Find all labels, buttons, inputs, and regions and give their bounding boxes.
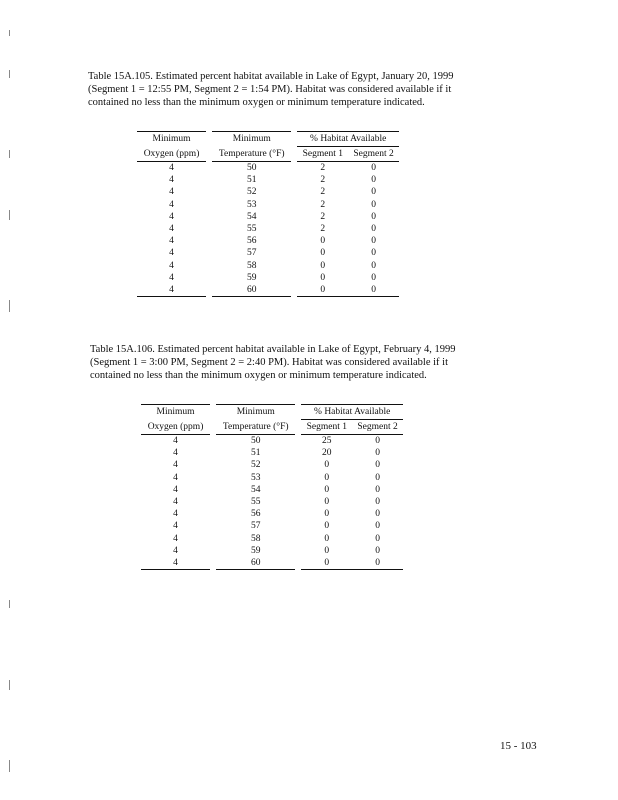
cell-seg2: 0	[371, 199, 376, 210]
cell-temp: 57	[246, 248, 257, 259]
cell-temp: 56	[246, 236, 257, 247]
cell-seg1: 2	[320, 163, 326, 174]
cell-seg2: 0	[352, 557, 403, 570]
cell-seg2: 0	[371, 236, 376, 247]
cell-seg1: 2	[320, 199, 326, 210]
cell-temp: 50	[246, 163, 257, 174]
cell-seg1: 2	[320, 224, 326, 235]
cell-oxygen: 4	[169, 211, 174, 222]
cell-temp: 57	[250, 521, 261, 532]
table-row	[137, 199, 399, 211]
cell-seg2: 0	[371, 163, 376, 174]
cell-temp: 53	[250, 472, 261, 483]
table2	[141, 404, 403, 570]
cell-oxygen: 4	[173, 545, 178, 556]
cell-oxygen: 4	[173, 497, 178, 508]
cell-seg2: 0	[375, 509, 380, 520]
cell-oxygen: 4	[169, 248, 174, 259]
cell-oxygen: 4	[173, 448, 178, 459]
scan-mark	[9, 680, 10, 690]
cell-seg1: 0	[324, 521, 330, 532]
cell-seg2: 0	[371, 260, 376, 271]
table1-caption: Table 15A.105. Estimated percent habitat available in Lake of Egypt, January 20, 1999 (Segment 1 = 12:55 PM, Segment 2 = 1:54 PM). Habitat was considered available if it contained no less than the minimum oxygen or minimum temperature indicated.	[88, 71, 454, 108]
table1	[137, 131, 399, 297]
table-row	[141, 459, 403, 471]
cell-seg2: 0	[375, 497, 380, 508]
table-row	[141, 557, 403, 570]
table-row	[141, 435, 403, 448]
cell-seg1: 20	[322, 448, 332, 459]
table-row	[137, 211, 399, 223]
cell-seg2: 0	[371, 224, 376, 235]
table-row	[141, 484, 403, 496]
cell-oxygen: 4	[173, 521, 178, 532]
cell-oxygen: 4	[173, 484, 178, 495]
cell-oxygen: 4	[169, 260, 174, 271]
table-row	[141, 496, 403, 508]
cell-seg1: 2	[320, 175, 326, 186]
cell-seg2: 0	[371, 211, 376, 222]
cell-seg1: 0	[324, 509, 330, 520]
cell-oxygen: 4	[169, 187, 174, 198]
cell-seg1: 0	[301, 557, 352, 570]
table2-header-temp-top: Minimum	[216, 405, 295, 420]
table-row	[141, 545, 403, 557]
cell-temp: 53	[246, 199, 257, 210]
cell-temp: 54	[250, 484, 261, 495]
table2-caption: Table 15A.106. Estimated percent habitat available in Lake of Egypt, February 4, 1999 (Segment 1 = 3:00 PM, Segment 2 = 2:40 PM). Habitat was considered available if it contained no less than the minimum oxygen or minimum temperature indicated.	[90, 344, 456, 381]
cell-oxygen: 4	[169, 175, 174, 186]
table-row	[141, 508, 403, 520]
cell-seg2: 0	[375, 436, 380, 447]
cell-seg1: 0	[324, 484, 330, 495]
scan-mark	[9, 70, 10, 78]
cell-temp: 55	[246, 224, 257, 235]
cell-seg2: 0	[371, 272, 376, 283]
cell-seg2: 0	[371, 248, 376, 259]
cell-seg2: 0	[375, 448, 380, 459]
scan-mark	[9, 30, 10, 36]
scan-mark	[9, 760, 10, 772]
cell-seg2: 0	[375, 545, 380, 556]
table-row	[141, 447, 403, 459]
cell-temp: 51	[250, 448, 261, 459]
cell-temp: 58	[246, 260, 257, 271]
table-row	[137, 174, 399, 186]
scan-mark	[9, 150, 10, 158]
table-row	[137, 223, 399, 235]
cell-seg2: 0	[375, 484, 380, 495]
cell-temp: 60	[216, 557, 295, 570]
cell-temp: 52	[250, 460, 261, 471]
cell-seg1: 0	[320, 236, 326, 247]
table1-header-seg2: Segment 2	[348, 147, 399, 162]
cell-temp: 55	[250, 497, 261, 508]
table1-header-seg1: Segment 1	[297, 147, 348, 162]
scan-mark	[9, 600, 10, 608]
cell-seg1: 0	[324, 460, 330, 471]
cell-oxygen: 4	[169, 163, 174, 174]
table1-header-oxygen-top: Minimum	[137, 132, 206, 147]
table2-header-temp: Temperature (°F)	[216, 420, 295, 435]
table-row	[137, 247, 399, 259]
cell-temp: 59	[246, 272, 257, 283]
table1-header-oxygen: Oxygen (ppm)	[137, 147, 206, 162]
scan-mark	[9, 210, 10, 220]
cell-seg1: 0	[324, 497, 330, 508]
table2-body	[141, 435, 403, 570]
cell-seg2: 0	[371, 187, 376, 198]
cell-temp: 51	[246, 175, 257, 186]
cell-seg1: 0	[324, 472, 330, 483]
cell-temp: 50	[250, 436, 261, 447]
cell-oxygen: 4	[173, 472, 178, 483]
cell-oxygen: 4	[169, 236, 174, 247]
table2-header-seg2: Segment 2	[352, 420, 403, 435]
cell-seg2: 0	[375, 472, 380, 483]
table2-header-habitat: % Habitat Available	[301, 405, 403, 420]
cell-oxygen: 4	[169, 224, 174, 235]
cell-seg2: 0	[348, 284, 399, 297]
cell-oxygen: 4	[169, 272, 174, 283]
table-row	[141, 520, 403, 532]
table-row	[137, 284, 399, 297]
table-row	[137, 260, 399, 272]
table-row	[137, 186, 399, 198]
table2-header-oxygen-top: Minimum	[141, 405, 210, 420]
cell-temp: 54	[246, 211, 257, 222]
cell-seg2: 0	[375, 521, 380, 532]
table1-header-habitat: % Habitat Available	[297, 132, 399, 147]
cell-temp: 52	[246, 187, 257, 198]
cell-seg1: 2	[320, 187, 326, 198]
table1-header-temp-top: Minimum	[212, 132, 291, 147]
table-row	[141, 472, 403, 484]
cell-oxygen: 4	[173, 509, 178, 520]
cell-seg1: 0	[320, 272, 326, 283]
table2-header-oxygen: Oxygen (ppm)	[141, 420, 210, 435]
scan-mark	[9, 300, 10, 312]
page-number: 15 - 103	[500, 740, 537, 752]
table2-header-seg1: Segment 1	[301, 420, 352, 435]
cell-seg1: 0	[324, 545, 330, 556]
cell-oxygen: 4	[173, 460, 178, 471]
table-row	[141, 533, 403, 545]
cell-seg1: 0	[320, 248, 326, 259]
cell-seg1: 0	[297, 284, 348, 297]
cell-seg1: 0	[320, 260, 326, 271]
table-row	[137, 162, 399, 175]
cell-seg1: 2	[320, 211, 326, 222]
cell-seg2: 0	[375, 460, 380, 471]
table-row	[137, 235, 399, 247]
cell-oxygen: 4	[141, 557, 210, 570]
cell-temp: 56	[250, 509, 261, 520]
cell-temp: 60	[212, 284, 291, 297]
cell-oxygen: 4	[169, 199, 174, 210]
table1-header-temp: Temperature (°F)	[212, 147, 291, 162]
table-row	[137, 272, 399, 284]
table1-body	[137, 162, 399, 297]
cell-oxygen: 4	[137, 284, 206, 297]
cell-oxygen: 4	[173, 533, 178, 544]
cell-seg1: 25	[322, 436, 332, 447]
cell-seg2: 0	[371, 175, 376, 186]
cell-seg2: 0	[375, 533, 380, 544]
cell-oxygen: 4	[173, 436, 178, 447]
cell-temp: 58	[250, 533, 261, 544]
cell-temp: 59	[250, 545, 261, 556]
cell-seg1: 0	[324, 533, 330, 544]
